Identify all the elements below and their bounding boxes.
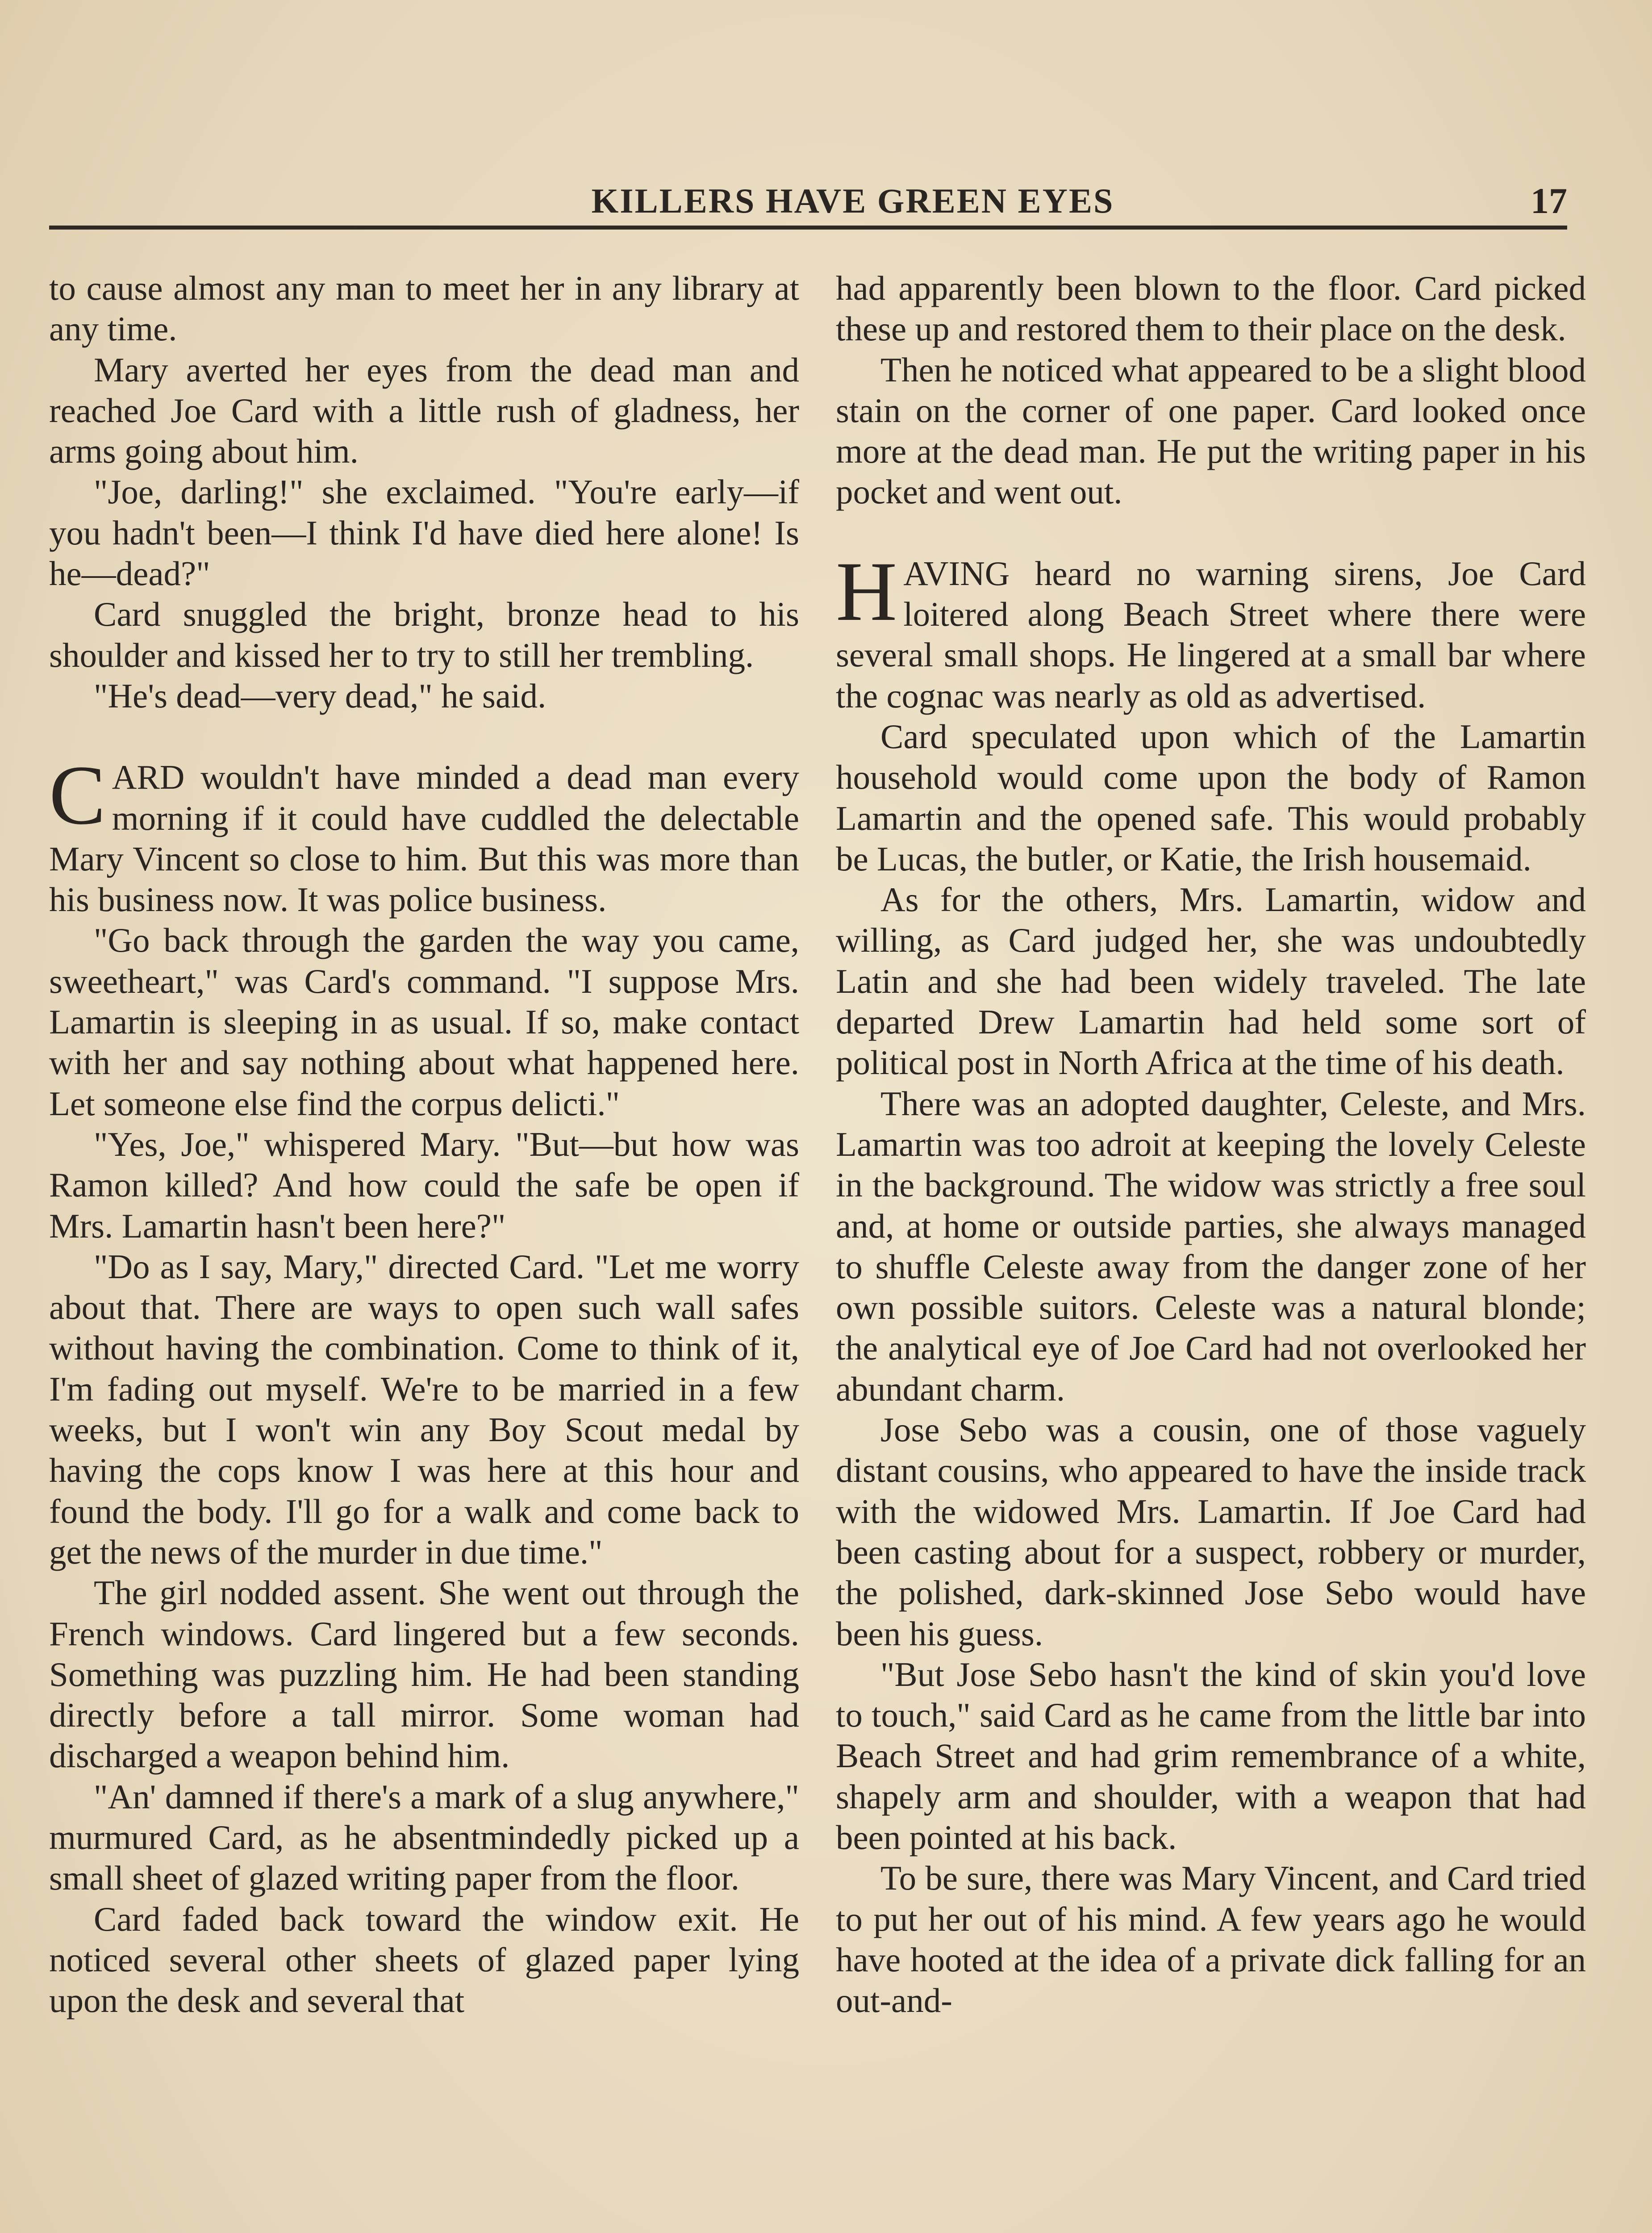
paragraph: "Yes, Joe," whispered Mary. "But—but how was Ramon killed? And how could the safe be open if Mrs. Lamartin hasn't been here?" bbox=[49, 1125, 799, 1245]
running-title: KILLERS HAVE GREEN EYES bbox=[591, 181, 1114, 220]
running-header bbox=[49, 176, 1567, 230]
left-column bbox=[49, 268, 799, 2021]
paragraph-text: heard no warning sirens, Joe Card loitered along Beach Street where there were several small shops. He lingered at a small bar where the cognac was nearly as old as advertised. bbox=[836, 554, 1586, 715]
paragraph: "Joe, darling!" she exclaimed. "You're early—if you hadn't been—I think I'd have died here alone! Is he—dead?" bbox=[49, 473, 799, 593]
paragraph: Card speculated upon which of the Lamartin household would come upon the body of Ramon Lamartin and the opened safe. This would probably be Lucas, the butler, or Katie, the Irish housemaid. bbox=[836, 717, 1586, 878]
paragraph-text: wouldn't have minded a dead man every morning if it could have cuddled the delectable Mary Vincent so close to him. But this was more than his business now. It was police business. bbox=[49, 758, 799, 919]
paragraph: To be sure, there was Mary Vincent, and Card tried to put her out of his mind. A few years ago he would have hooted at the idea of a private dick falling for an out-and- bbox=[836, 1859, 1586, 2020]
section-break bbox=[49, 716, 799, 757]
drop-cap: H bbox=[836, 544, 897, 639]
paragraph: As for the others, Mrs. Lamartin, widow and willing, as Card judged her, she was undoubtedly Latin and she had been widely traveled. The late departed Drew Lamartin had held some sort of political post in North Africa at the time of his death. bbox=[836, 880, 1586, 1082]
section-opening-paragraph bbox=[49, 749, 799, 920]
paragraph: There was an adopted daughter, Celeste, and Mrs. Lamartin was too adroit at keeping the lovely Celeste in the background. The widow was strictly a free soul and, at home or outside parties, she always managed to shuffle Celeste away from the danger zone of her own possible suitors. Celeste was a natural blonde; the analytical eye of Joe Card had not overlooked her abundant charm. bbox=[836, 1084, 1586, 1408]
paragraph: "An' damned if there's a mark of a slug anywhere," murmured Card, as he absentmindedly picked up a small sheet of glazed writing paper from the floor. bbox=[49, 1777, 799, 1898]
section-break bbox=[836, 513, 1586, 553]
header-rule bbox=[49, 226, 1567, 230]
paragraph: Jose Sebo was a cousin, one of those vaguely distant cousins, who appeared to have the inside track with the widowed Mrs. Lamartin. If Joe Card had been casting about for a suspect, robbery or murder, the polished, dark-skinned Jose Sebo would have been his guess. bbox=[836, 1410, 1586, 1653]
paragraph: Then he noticed what appeared to be a slight blood stain on the corner of one paper. Card looked once more at the dead man. He put the writing paper in his pocket and went out. bbox=[836, 350, 1586, 511]
drop-cap: C bbox=[49, 749, 106, 843]
lead-in: AVING bbox=[903, 554, 1010, 593]
paragraph: "But Jose Sebo hasn't the kind of skin you'd love to touch," said Card as he came from the little bar into Beach Street and had grim remembrance of a white, shapely arm and shoulder, with a weapon that had been pointed at his back. bbox=[836, 1655, 1586, 1857]
paragraph: Card snuggled the bright, bronze head to his shoulder and kissed her to try to still her trembling. bbox=[49, 595, 799, 674]
page-number: 17 bbox=[1531, 180, 1567, 221]
paragraph: Card faded back toward the window exit. He noticed several other sheets of glazed paper lying upon the desk and several that bbox=[49, 1899, 799, 2020]
paragraph: "He's dead—very dead," he said. bbox=[94, 676, 546, 715]
paragraph: "Go back through the garden the way you came, sweetheart," was Card's command. "I suppose Mrs. Lamartin is sleeping in as usual. If so, make contact with her and say nothing about what happened here. Let someone else find the corpus delicti." bbox=[49, 921, 799, 1123]
paragraph: "Do as I say, Mary," directed Card. "Let me worry about that. There are ways to open such wall safes without having the combination. Come to think of it, I'm fading out myself. We're to be married in a few weeks, but I won't win any Boy Scout medal by having the cops know I was here at this hour and found the body. I'll go for a walk and come back to get the news of the murder in due time." bbox=[49, 1247, 799, 1571]
section-opening-paragraph bbox=[836, 544, 1586, 716]
paragraph: had apparently been blown to the floor. Card picked these up and restored them to their place on the desk. bbox=[836, 269, 1586, 348]
paragraph: Mary averted her eyes from the dead man and reached Joe Card with a little rush of gladness, her arms going about him. bbox=[49, 350, 799, 471]
lead-in: ARD bbox=[112, 758, 185, 797]
paragraph: to cause almost any man to meet her in any library at any time. bbox=[49, 269, 799, 348]
paragraph: The girl nodded assent. She went out through the French windows. Card lingered but a few seconds. Something was puzzling him. He had been standing directly before a tall mirror. Some woman had discharged a weapon behind him. bbox=[49, 1573, 799, 1775]
right-column bbox=[836, 268, 1586, 2021]
